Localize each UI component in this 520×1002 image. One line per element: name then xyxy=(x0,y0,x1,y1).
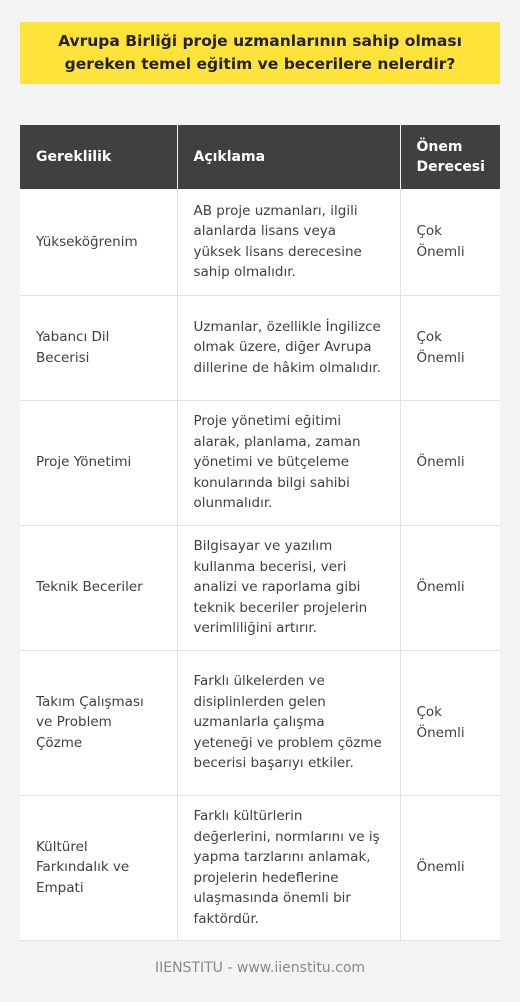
cell-importance: Önemli xyxy=(400,400,500,525)
table-row xyxy=(20,525,500,650)
footer-credit: IIENSTITU - www.iienstitu.com xyxy=(154,960,366,976)
requirements-table xyxy=(20,125,500,941)
column-header-importance: Önem Derecesi xyxy=(400,125,500,189)
table-row xyxy=(20,189,500,295)
table-row xyxy=(20,400,500,525)
cell-requirement: Kültürel Farkındalık ve Empati xyxy=(20,795,177,940)
cell-requirement: Teknik Beceriler xyxy=(20,525,177,650)
cell-importance: Önemli xyxy=(400,525,500,650)
cell-description: Proje yönetimi eğitimi alarak, planlama, zaman yönetimi ve bütçeleme konularında bilgi sahibi olunmalıdır. xyxy=(177,400,400,525)
column-header-requirement: Gereklilik xyxy=(20,125,177,189)
table-row xyxy=(20,650,500,795)
cell-requirement: Yabancı Dil Becerisi xyxy=(20,295,177,400)
column-header-description: Açıklama xyxy=(177,125,400,189)
cell-description: Farklı ülkelerden ve disiplinlerden gelen uzmanlarla çalışma yeteneği ve problem çözme becerisi başarıyı etkiler. xyxy=(177,650,400,795)
cell-requirement: Takım Çalışması ve Problem Çözme xyxy=(20,650,177,795)
title-banner xyxy=(20,22,500,84)
table-header-row xyxy=(20,125,500,189)
table-row xyxy=(20,795,500,940)
cell-importance: Çok Önemli xyxy=(400,295,500,400)
cell-importance: Önemli xyxy=(400,795,500,940)
cell-description: Farklı kültürlerin değerlerini, normlarını ve iş yapma tarzlarını anlamak, projelerin hedeflerine ulaşmasında önemli bir faktördür. xyxy=(177,795,400,940)
table-row xyxy=(20,295,500,400)
cell-importance: Çok Önemli xyxy=(400,650,500,795)
cell-importance: Çok Önemli xyxy=(400,189,500,295)
cell-description: Uzmanlar, özellikle İngilizce olmak üzere, diğer Avrupa dillerine de hâkim olmalıdır. xyxy=(177,295,400,400)
cell-requirement: Yükseköğrenim xyxy=(20,189,177,295)
cell-description: AB proje uzmanları, ilgili alanlarda lisans veya yüksek lisans derecesine sahip olmalıdır. xyxy=(177,189,400,295)
page-title: Avrupa Birliği proje uzmanlarının sahip olması gereken temel eğitim ve becerilere nelerdir? xyxy=(58,32,462,73)
cell-requirement: Proje Yönetimi xyxy=(20,400,177,525)
cell-description: Bilgisayar ve yazılım kullanma becerisi, veri analizi ve raporlama gibi teknik beceriler projelerin verimliliğini artırır. xyxy=(177,525,400,650)
